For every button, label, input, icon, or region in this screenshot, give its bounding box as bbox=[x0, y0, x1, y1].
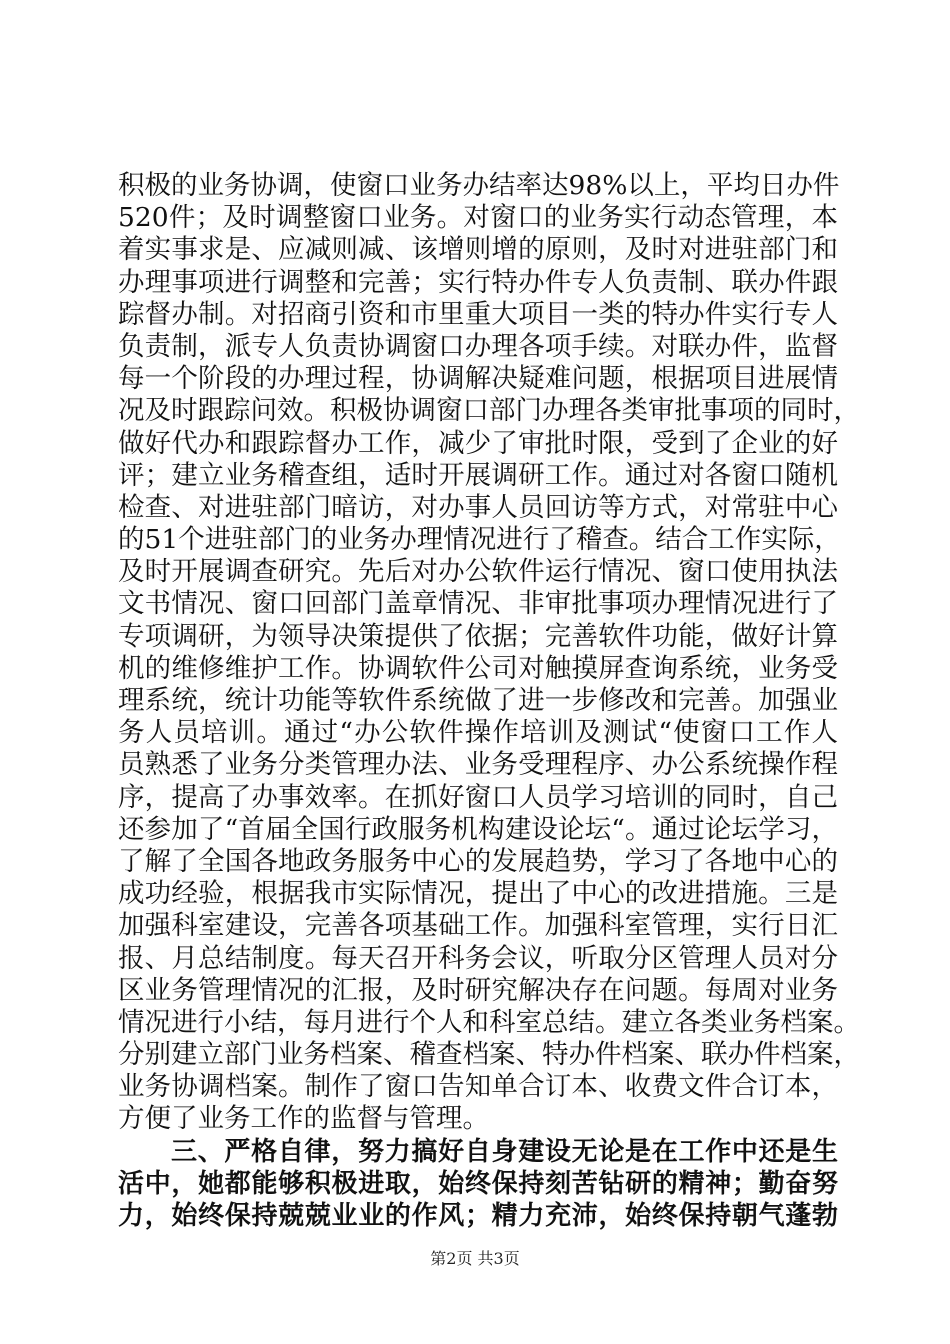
text-line: 还参加了“首届全国行政服务机构建设论坛“。通过论坛学习， bbox=[118, 813, 838, 845]
text-line: 办理事项进行调整和完善；实行特办件专人负责制、联办件跟 bbox=[118, 266, 838, 298]
text-line: 评；建立业务稽查组，适时开展调研工作。通过对各窗口随机 bbox=[118, 459, 838, 491]
text-line: 检查、对进驻部门暗访，对办事人员回访等方式，对常驻中心 bbox=[118, 491, 838, 523]
text-line: 做好代办和跟踪督办工作，减少了审批时限，受到了企业的好 bbox=[118, 427, 838, 459]
text-line: 的51个进驻部门的业务办理情况进行了稽查。结合工作实际， bbox=[118, 524, 841, 556]
text-line: 方便了业务工作的监督与管理。 bbox=[118, 1103, 489, 1135]
text-line: 踪督办制。对招商引资和市里重大项目一类的特办件实行专人 bbox=[118, 298, 838, 330]
text-line: 理系统，统计功能等软件系统做了进一步修改和完善。加强业 bbox=[118, 685, 838, 716]
text-line: 业务协调档案。制作了窗口告知单合订本、收费文件合订本， bbox=[118, 1071, 838, 1103]
text-line: 区业务管理情况的汇报，及时研究解决存在问题。每周对业务 bbox=[118, 974, 838, 1006]
text-line: 况及时跟踪问效。积极协调窗口部门办理各类审批事项的同时， bbox=[118, 395, 860, 427]
text-line: 积极的业务协调，使窗口业务办结率达98%以上，平均日办件 bbox=[118, 170, 840, 201]
text-line: 及时开展调查研究。先后对办公软件运行情况、窗口使用执法 bbox=[118, 556, 838, 588]
text-line: 序，提高了办事效率。在抓好窗口人员学习培训的同时，自己 bbox=[118, 781, 838, 813]
document-body bbox=[118, 170, 860, 1232]
text-line: 员熟悉了业务分类管理办法、业务受理程序、办公系统操作程 bbox=[118, 749, 838, 781]
text-line: 文书情况、窗口回部门盖章情况、非审批事项办理情况进行了 bbox=[118, 588, 838, 620]
section-text-line: 力，始终保持兢兢业业的作风；精力充沛，始终保持朝气蓬勃 bbox=[118, 1201, 838, 1231]
text-line: 成功经验，根据我市实际情况，提出了中心的改进措施。三是 bbox=[118, 878, 838, 910]
page-number-footer: 第2页 共3页 bbox=[430, 1249, 520, 1268]
text-line: 520件；及时调整窗口业务。对窗口的业务实行动态管理，本 bbox=[118, 202, 838, 234]
text-line: 报、月总结制度。每天召开科务会议，听取分区管理人员对分 bbox=[118, 942, 838, 974]
text-line: 务人员培训。通过“办公软件操作培训及测试“使窗口工作人 bbox=[118, 717, 838, 749]
section-heading-line: 三、严格自律，努力搞好自身建设无论是在工作中还是生 bbox=[171, 1136, 838, 1167]
section-text-line: 活中，她都能够积极进取，始终保持刻苦钻研的精神；勤奋努 bbox=[118, 1168, 838, 1199]
text-line: 了解了全国各地政务服务中心的发展趋势，学习了各地中心的 bbox=[118, 845, 838, 877]
text-line: 加强科室建设，完善各项基础工作。加强科室管理，实行日汇 bbox=[118, 910, 838, 942]
text-line: 负责制，派专人负责协调窗口办理各项手续。对联办件，监督 bbox=[118, 330, 838, 362]
text-line: 情况进行小结，每月进行个人和科室总结。建立各类业务档案。 bbox=[118, 1006, 860, 1038]
text-line: 专项调研，为领导决策提供了依据；完善软件功能，做好计算 bbox=[118, 620, 838, 652]
text-line: 着实事求是、应减则减、该增则增的原则，及时对进驻部门和 bbox=[118, 234, 838, 266]
text-line: 每一个阶段的办理过程，协调解决疑难问题，根据项目进展情 bbox=[118, 363, 838, 395]
text-line: 分别建立部门业务档案、稽查档案、特办件档案、联办件档案， bbox=[118, 1039, 860, 1071]
text-line: 机的维修维护工作。协调软件公司对触摸屏查询系统，业务受 bbox=[118, 652, 838, 684]
